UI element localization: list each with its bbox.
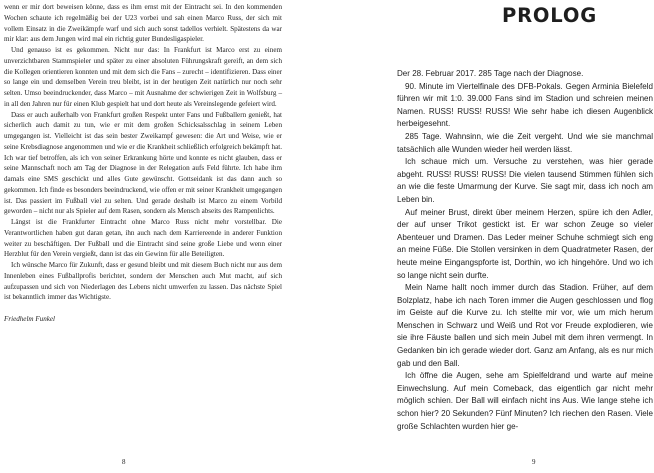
paragraph: 285 Tage. Wahnsinn, wie die Zeit vergeht. Und wie sie manchmal tatsächlich alle Wunden wieder heil werden lässt.	[397, 131, 653, 154]
paragraph: Dass er auch außerhalb von Frankfurt großen Respekt unter Fans und Fußballern genießt, hat sicherlich auch damit zu tun, wie er mit dem großen Schicksalsschlag in seinem Leben umgegangen ist. Vielleicht ist das sein bester Zweikampf gewesen: die Art und Weise, wie er seine Krebsdiagnose angenommen und wie er die Krankheit schließlich erfolgreich bekämpft hat. Ich war tief betroffen, als ich von seiner Erkrankung hörte und konnte es nicht glauben, dass er seine Mannschaft noch am Tag der Diagnose in der Relegation aufs Feld führte. Ich habe ihm damals eine SMS geschickt und alles Gute gewünscht. Gottseidank ist das dann auch so gekommen. Ich finde es besonders beeindruckend, wie offen er mit seiner Krankheit umgegangen ist. Das passiert im Fußball viel zu selten. Und gerade deshalb ist Marco zu einem Vorbild geworden – nicht nur als Spieler auf dem Rasen, sondern als Mensch abseits des Rampenlichts.	[4, 110, 282, 216]
prolog-text	[397, 68, 653, 433]
paragraph: Und genauso ist es gekommen. Nicht nur das: In Frankfurt ist Marco erst zu einem unverzichtbaren Stammspieler und später zu einer absoluten Führungskraft gereift, an dem sich die Kollegen orientieren konnten und mit dem sich die Fans – zurecht – identifizieren. Dass einer so lange ein und demselben Verein treu bleibt, ist in der heutigen Zeit natürlich nur noch sehr selten. Umso beeindruckender, dass Marco – mit Ausnahme der schwierigen Zeit in Wolfsburg – in all den Jahren nur für einen Klub gespielt hat und dort heute als Vereinslegende gefeiert wird.	[4, 46, 282, 108]
chapter-heading: PROLOG	[502, 4, 597, 27]
page-number-left: 8	[122, 458, 126, 466]
paragraph: Ich wünsche Marco für Zukunft, dass er gesund bleibt und mit diesem Buch nicht nur aus dem Innenleben eines Fußballprofis berichtet, sondern der Menschen auch Mut macht, auf sich aufzupassen und sich von Niederlagen des Lebens nicht umwerfen zu lassen. Das nächste Spiel ist bekanntlich immer das Wichtigste.	[4, 261, 282, 302]
paragraph: Auf meiner Brust, direkt über meinem Herzen, spüre ich den Adler, der auf unser Trikot gestickt ist. Er war schon Zeuge so vieler Abenteuer und Dramen. Das Leder meiner Schuhe schmiegt sich eng an meine Füße. Die Stollen versinken in dem Quadratmeter Rasen, der heute meine Eingangspforte ist, Dorthin, wo ich hingehöre. Und wo ich so lange nicht sein durfte.	[397, 207, 653, 280]
paragraph: 90. Minute im Viertelfinale des DFB-Pokals. Gegen Arminia Bielefeld führen wir mit 1:0. 39.000 Fans sind im Stadion und schreien meinen Namen. RUSS! RUSS! RUSS! Wie sehr habe ich diesen Augenblick herbeigesehnt.	[397, 81, 653, 129]
paragraph: Ich schaue mich um. Versuche zu verstehen, was hier gerade abgeht. RUSS! RUSS! RUSS! Die vielen tausend Stimmen fühlen sich an wie die feste Umarmung der Kurve. Sie sagt mir, dass ich noch am Leben bin.	[397, 157, 653, 204]
paragraph: Ich öffne die Augen, sehe am Spielfeldrand und warte auf meine Einwechslung. Auf mein Comeback, das eigentlich gar nicht mehr möglich schien. Der Ball will einfach nicht ins Aus. Wie lange stehe ich schon hier? 20 Sekunden? Fünf Minuten? Ich riechen den Rasen. Viele große Schlachten wurden hier ge-	[397, 371, 653, 431]
paragraph: Der 28. Februar 2017. 285 Tage nach der Diagnose.	[397, 69, 584, 78]
right-page	[327, 0, 654, 473]
paragraph: Längst ist die Frankfurter Eintracht ohne Marco Russ nicht mehr vorstellbar. Die Verantwortlichen haben gut daran getan, ihn auch nach dem Karriereende in anderer Funktion weiter zu beschäftigen. Der Fußball und die Eintracht sind seine große Liebe und wenn einer Herzblut für den Verein vergießt, dann ist das ein Gewinn für alle Beteiligten.	[4, 218, 282, 259]
paragraph: Mein Name hallt noch immer durch das Stadion. Früher, auf dem Bolzplatz, habe ich nach Toren immer die Augen geschlossen und flog im Geiste auf die Kurve zu. Ich stellte mir vor, wie um mich herum Menschen in Schwarz und Weiß und Rot vor Freude explodieren, wie sie ihre Fäuste ballen und sich mein Jubel mit dem ihren vermengt. In Gedanken bin ich gerade wieder dort. Ganz am Anfang, als es nur mich gab und den Ball.	[397, 283, 653, 368]
author-signature: Friedhelm Funkel	[4, 315, 56, 323]
foreword-text	[4, 2, 282, 325]
page-number-right: 9	[532, 458, 536, 466]
paragraph: wenn er mir dort beweisen könne, dass es ihm ernst mit der Eintracht sei. In den kommenden Wochen schaute ich regelmäßig bei der U23 vorbei und sah einen Marco Russ, der sich mit vollem Einsatz in die Zweikämpfe warf und sich auch sonst tadellos verhielt. Spätestens da war mir klar: aus dem Jungen wird mal ein richtig guter Bundesligaspieler.	[4, 3, 282, 44]
